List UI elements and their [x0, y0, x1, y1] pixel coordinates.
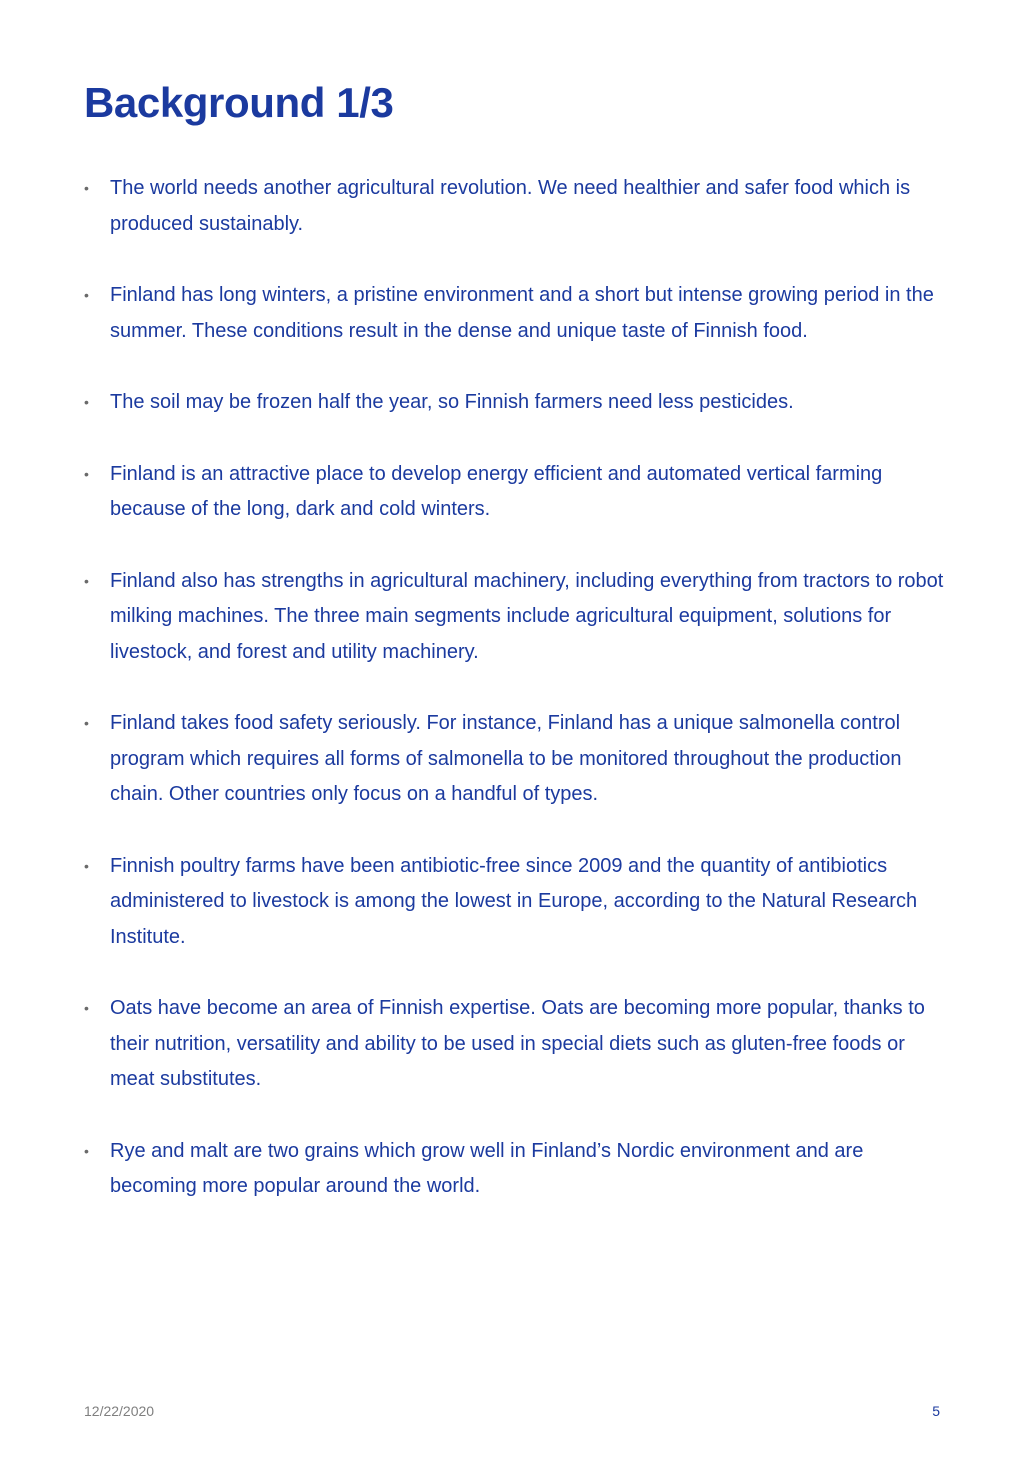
page-number: 5 [932, 1403, 940, 1419]
list-item [84, 278, 944, 349]
bullet-text: The soil may be frozen half the year, so Finnish farmers need less pesticides. [110, 391, 794, 413]
bullet-icon: • [84, 1000, 89, 1016]
bullet-text: Oats have become an area of Finnish expertise. Oats are becoming more popular, thanks to their nutrition, versatility and ability to be used in special diets such as gluten-free foods or meat substitutes. [110, 997, 925, 1090]
bullet-text: The world needs another agricultural revolution. We need healthier and safer food which is produced sustainably. [110, 177, 911, 235]
bullet-list [84, 171, 944, 1241]
bullet-icon: • [84, 465, 89, 482]
bullet-text: Finland has long winters, a pristine environment and a short but intense growing period in the summer. These conditions result in the dense and unique taste of Finnish food. [110, 284, 934, 342]
page-title: Background 1/3 [84, 79, 394, 126]
list-item [84, 385, 944, 421]
bullet-icon: • [84, 572, 89, 589]
list-item [84, 1134, 944, 1205]
bullet-text: Finnish poultry farms have been antibiotic-free since 2009 and the quantity of antibiotics administered to livestock is among the lowest in Europe, according to the Natural Research Institute. [110, 854, 918, 948]
bullet-text: Finland takes food safety seriously. For instance, Finland has a unique salmonella control program which requires all forms of salmonella to be monitored throughout the production chain. Other countries only focus on a handful of types. [110, 712, 902, 805]
list-item [84, 171, 944, 242]
bullet-text: Rye and malt are two grains which grow well in Finland’s Nordic environment and are becoming more popular around the world. [110, 1139, 864, 1197]
list-item [84, 849, 944, 956]
bullet-icon: • [84, 287, 89, 303]
list-item [84, 457, 944, 528]
list-item [84, 706, 944, 813]
footer-date: 12/22/2020 [84, 1403, 155, 1419]
bullet-icon: • [84, 715, 89, 731]
bullet-icon: • [84, 857, 89, 874]
bullet-text: Finland is an attractive place to develop energy efficient and automated vertical farming because of the long, dark and cold winters. [110, 462, 883, 520]
bullet-text: Finland also has strengths in agricultural machinery, including everything from tractors to robot milking machines. The three main segments include agricultural equipment, solutions for livestock, and forest and utility machinery. [110, 569, 944, 663]
bullet-icon: • [84, 394, 89, 410]
list-item [84, 564, 944, 671]
list-item [84, 991, 944, 1098]
bullet-icon: • [84, 180, 89, 196]
bullet-icon: • [84, 1142, 89, 1159]
